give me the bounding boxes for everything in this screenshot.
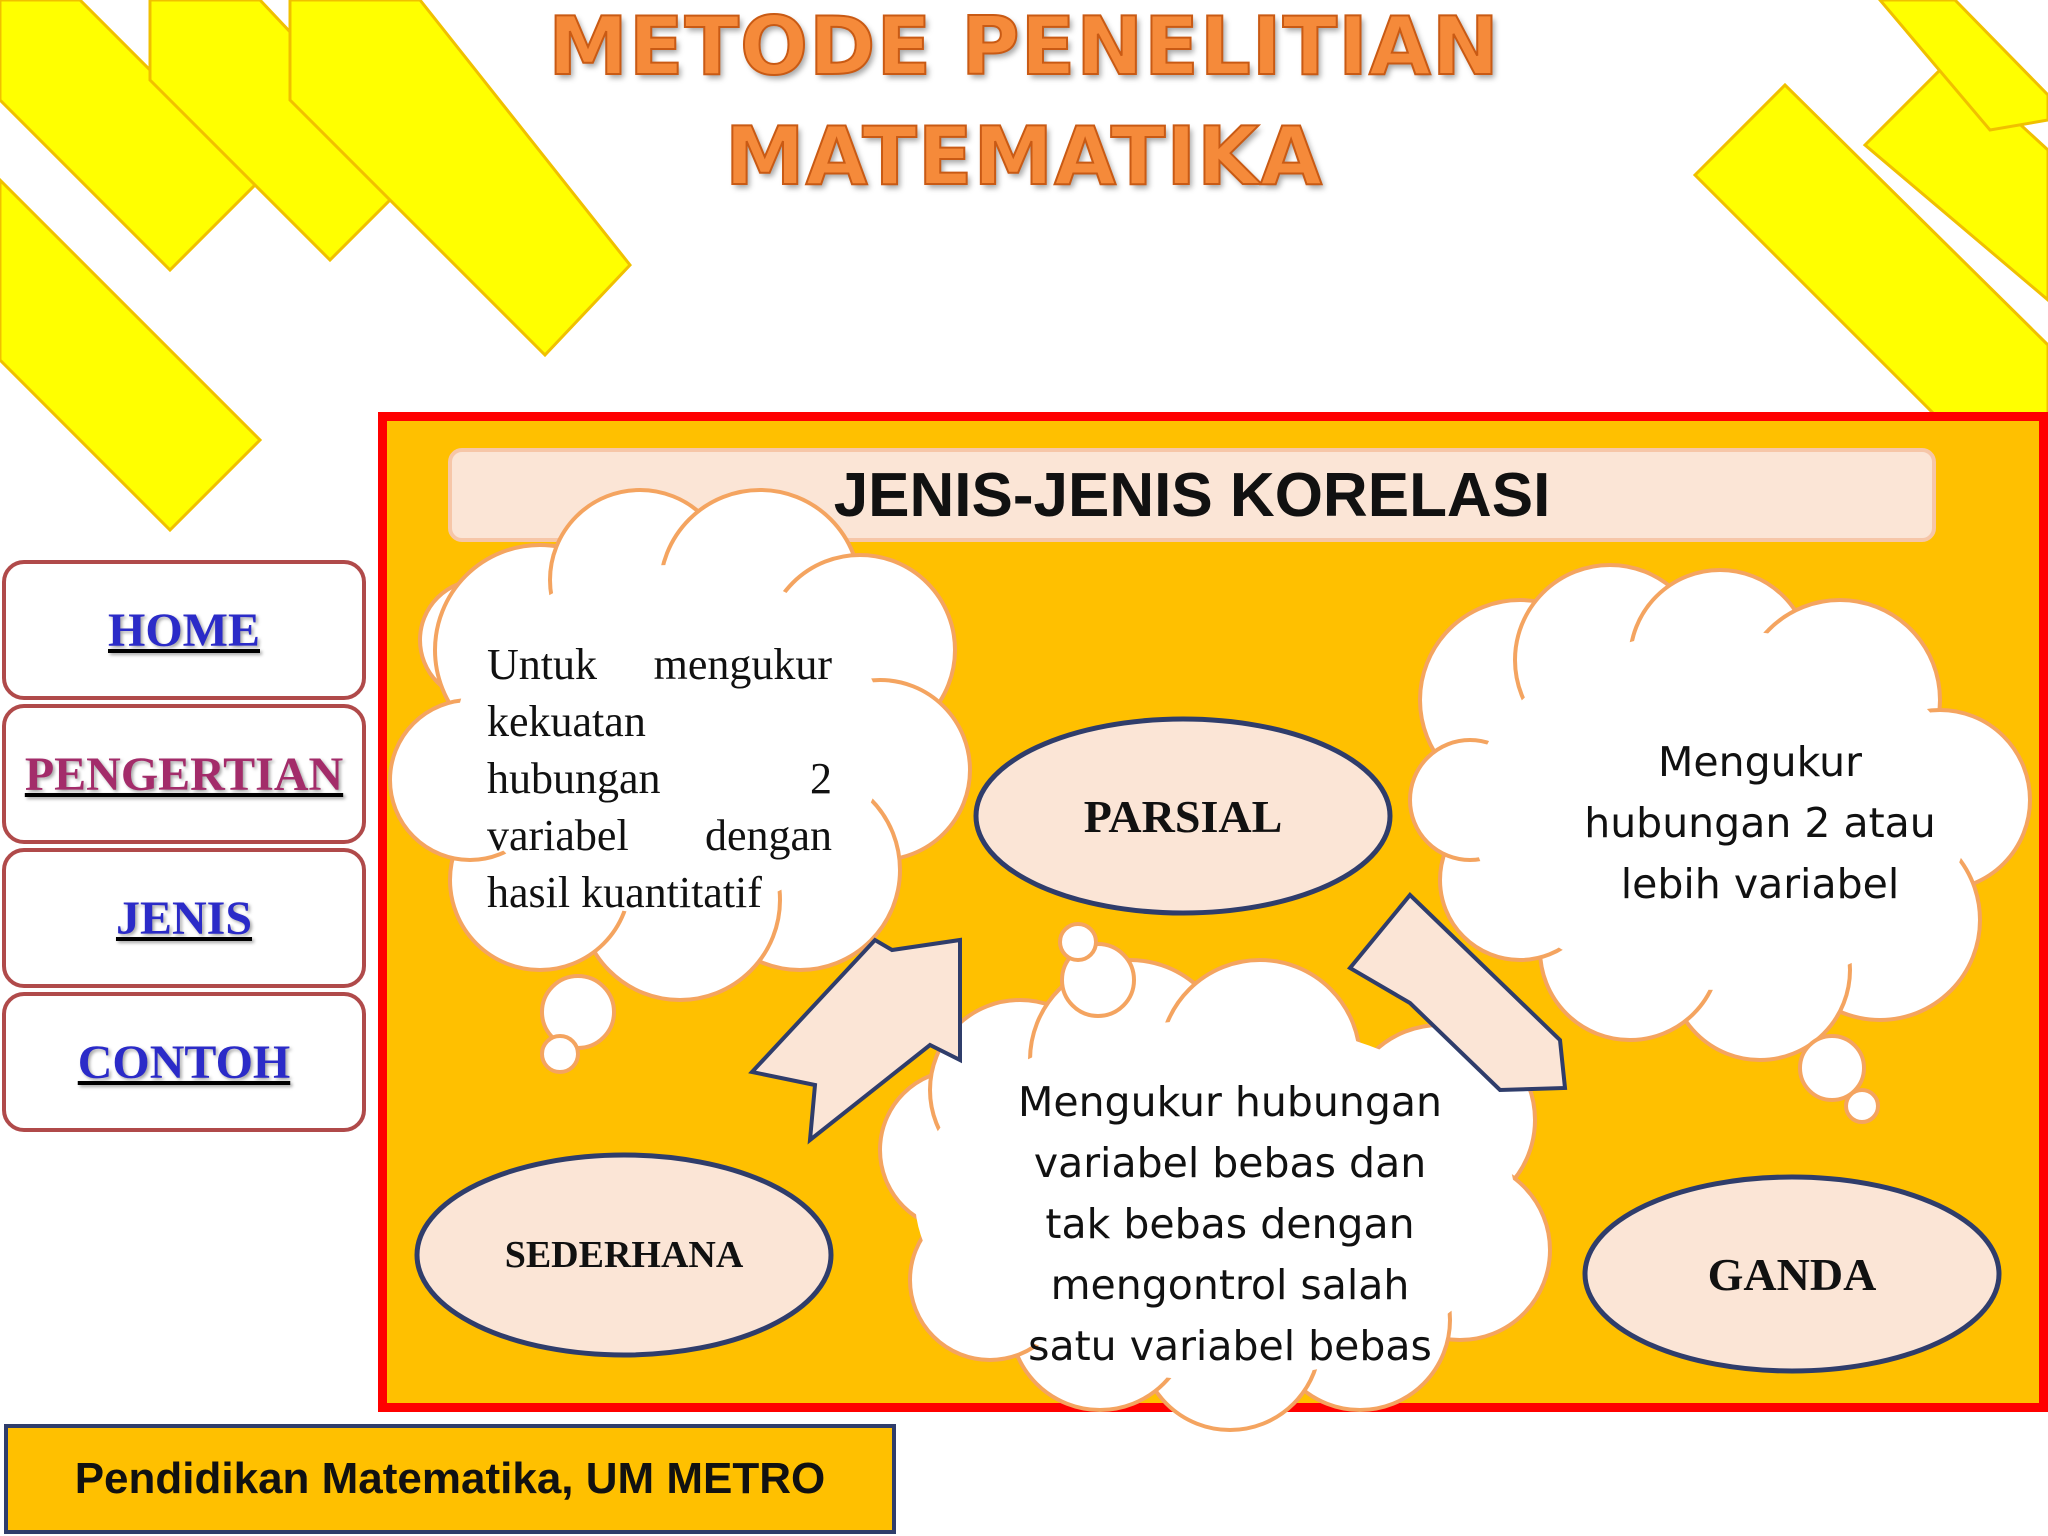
cloud-ganda-text xyxy=(1550,732,1970,915)
nav-pengertian-label: PENGERTIAN xyxy=(24,747,344,801)
cloud-parsial-line: mengontrol salah xyxy=(1050,1261,1410,1309)
title-line-1: METODE PENELITIAN xyxy=(548,0,1500,93)
cloud-ganda-line: lebih variabel xyxy=(1620,860,1900,908)
title-line-2: MATEMATIKA xyxy=(724,110,1324,203)
cloud-parsial-text xyxy=(985,1072,1475,1377)
nav-contoh-label: CONTOH xyxy=(77,1035,291,1089)
nav-home-label: HOME xyxy=(108,603,260,657)
footer-label: Pendidikan Matematika, UM METRO xyxy=(4,1424,896,1534)
cloud-sederhana-line: hasil kuantitatif xyxy=(487,868,762,917)
node-parsial-label: PARSIAL xyxy=(1083,790,1283,842)
cloud-sederhana-line: hubungan 2 xyxy=(487,754,832,803)
cloud-parsial-line: variabel bebas dan xyxy=(1033,1139,1427,1187)
cloud-sederhana-text xyxy=(487,636,832,921)
cloud-parsial-line: satu variabel bebas xyxy=(1028,1322,1432,1370)
cloud-ganda-line: hubungan 2 atau xyxy=(1584,799,1936,847)
cloud-sederhana-line: kekuatan xyxy=(487,697,646,746)
node-ganda-label: GANDA xyxy=(1707,1248,1877,1300)
diagram-heading: JENIS-JENIS KORELASI xyxy=(448,448,1936,542)
cloud-parsial-line: tak bebas dengan xyxy=(1045,1200,1415,1248)
node-sederhana-label: SEDERHANA xyxy=(504,1234,744,1276)
cloud-sederhana-line: variabel dengan xyxy=(487,811,832,860)
cloud-ganda-line: Mengukur xyxy=(1658,738,1862,786)
cloud-sederhana-line: Untuk mengukur xyxy=(487,640,832,689)
nav-jenis-label: JENIS xyxy=(115,891,253,945)
cloud-parsial-line: Mengukur hubungan xyxy=(1017,1078,1443,1126)
